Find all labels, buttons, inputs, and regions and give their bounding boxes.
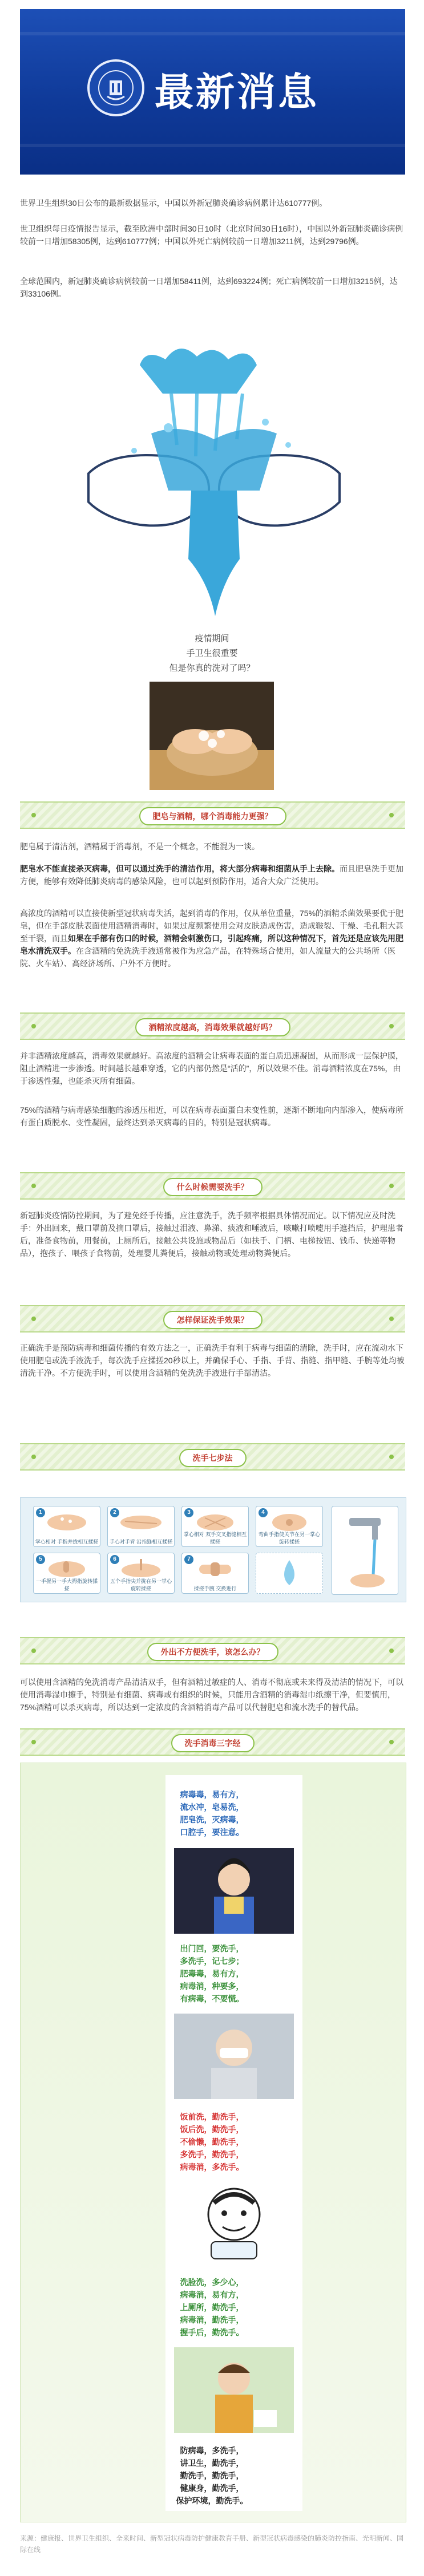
rhyme-image-2	[174, 2014, 294, 2099]
section-title: 外出不方便洗手，该怎么办？	[147, 1643, 278, 1661]
rhyme-image-1	[174, 1848, 294, 1934]
section-header-rhyme	[20, 1728, 405, 1756]
step-card: 4 弯曲手指使关节在另一掌心旋转揉搓	[256, 1506, 323, 1547]
caption-line-3: 但是你真的洗对了吗？	[169, 663, 255, 673]
rhyme-image-4	[174, 2347, 294, 2433]
rhyme-verse-4: 洗脸洗，多少心， 病毒消，易有方， 上厕所，勤洗手， 病毒消，勤洗手， 握手后，勤洗手。	[180, 2278, 244, 2337]
news-banner	[20, 9, 405, 175]
s6-paragraph-1: 可以使用含酒精的免洗消毒产品清洁双手，但有酒精过敏症的人、消毒不彻底或未来得及清洁的情况下，可以使用消毒湿巾擦手，特别是有细菌、病毒或有组织的时候，只能用含酒精的消毒湿巾纸擦干净，但要慎用，75%酒精可以杀灭病毒，所以达到一定浓度的含酒精消毒产品可以代替肥皂和流水洗手的替代品。	[20, 1678, 403, 1712]
s1-paragraph-2	[20, 862, 405, 888]
section-title: 肥皂与酒精，哪个消毒能力更强？	[139, 807, 286, 825]
intro-paragraph-2: 世卫组织每日疫情报告显示，截至欧洲中部时间30日10时（北京时间30日16时），中国以外新冠肺炎确诊病例较前一日增加58305例，达到610777例；中国以外死亡病例较前一日增加3211例，达到29796例。	[20, 224, 403, 246]
s1-paragraph-3-bold: 如果在手部有伤口的时候，酒精会刺激伤口，引起疼痛，所以这种情况下，首先还是应该先用肥皂水清洗双手。	[20, 934, 403, 955]
s1-paragraph-3-rest: 在含酒精的免洗洗手液通常被作为应急产品，在特殊场合使用，如人流量大的公共场所（医院、火车站）、高经济场所、户外不方便时。	[20, 946, 395, 968]
rhyme-verse-1: 病毒毒，易有方， 流水冲，皂易洗， 肥皂洗，灭病毒， 口腔手，要注意。	[180, 1790, 244, 1837]
intro-paragraph-3: 全球范围内，新冠肺炎确诊病例较前一日增加58411例，达到693224例；死亡病例较前一日增加3215例，达到33106例。	[20, 277, 398, 298]
s3-paragraph-1: 新冠肺炎疫情防控期间，为了避免经手传播，应注意洗手，洗手频率根据具体情况而定。以下情况应及时洗手：外出回来，戴口罩前及摘口罩后，接触过泪液、鼻涕、痰液和唾液后，咳嗽打喷嚏用手遮挡后，护理患者后，准备食物前，用餐前，上厕所后，接触公共设施或物品后（如扶手、门柄、电梯按钮、钱币、快递等物品），抱孩子、喂孩子食物前，处理婴儿粪便后，接触动物或处理动物粪便后。	[20, 1211, 403, 1258]
rhyme-verse-3: 饭前洗，勤洗手， 饭后洗，勤洗手， 不偷懒，勤洗手， 多洗手，勤洗手， 病毒消，多洗手。	[180, 2112, 244, 2172]
seven-steps-diagram	[20, 1497, 406, 1602]
hand-washing-photo	[150, 682, 274, 790]
caption-line-2: 手卫生很重要	[186, 649, 238, 658]
s1-paragraph-2-bold: 肥皂水不能直接杀灭病毒，但可以通过洗手的清洁作用，将大部分病毒和细菌从手上去除。	[20, 864, 340, 873]
organization-emblem-icon	[87, 59, 144, 116]
banner-title: 最新消息	[155, 70, 320, 115]
section-header-alcohol-concentration	[20, 1012, 405, 1040]
section-title: 酒精浓度越高，消毒效果就越好吗？	[135, 1018, 290, 1036]
step-card: 1 掌心相对 手指并拢相互揉搓	[33, 1506, 100, 1547]
rhyme-image-3	[185, 2180, 282, 2266]
rhyme-verse-2: 出门回，要洗手， 多洗手，记七步； 肥毒毒，易有方， 病毒消，种要多， 有病毒，不要慌。	[180, 1944, 244, 2003]
step-card: 6 五个手指尖并拢在另一掌心旋转揉搓	[107, 1553, 175, 1594]
section-header-seven-steps	[20, 1443, 405, 1471]
section-header-outdoor	[20, 1637, 405, 1664]
s2-paragraph-1: 并非酒精浓度越高，消毒效果就越好。高浓度的酒精会让病毒表面的蛋白质迅速凝固，从而形成一层保护膜，阻止酒精进一步渗透。时间越长越难穿透，它的内部仍然是“活的”，所以效果不佳。消毒酒精浓度在75%，由于渗透性强，也能杀灭所有细菌。	[20, 1051, 403, 1086]
intro-paragraph-1: 世界卫生组织30日公布的最新数据显示，中国以外新冠肺炎确诊病例累计达610777例。	[20, 199, 328, 208]
caption-line-1: 疫情期间	[195, 634, 229, 643]
step-card-extra	[256, 1553, 323, 1594]
step-card: 2 手心对手背 沿指缝相互揉搓	[107, 1506, 175, 1547]
section-title: 洗手七步法	[179, 1449, 247, 1467]
rhyme-verse-5: 防病毒，多洗手， 讲卫生，勤洗手， 勤洗手，勤洗手， 健康身，勤洗手， 保护环境，勤洗手。	[176, 2446, 248, 2505]
section-header-soap-vs-alcohol	[20, 801, 405, 829]
s4-paragraph-1: 正确洗手是预防病毒和细菌传播的有效方法之一，正确洗手有利于病毒与细菌的清除，洗手时，应在流动水下使用肥皂或洗手液洗手，每次洗手应揉搓20秒以上，并确保手心、手指、手背、指缝、指甲缝、手腕等处均被清洗干净。不方便洗手时，可以使用含酒精的免洗洗手液进行手部清洁。	[20, 1343, 405, 1378]
s1-paragraph-2-rest: 而且肥皂洗手更加方便，能够有效降低肺炎病毒的感染风险，也可以起到预防作用，适合大众广泛使用。	[20, 864, 403, 886]
step-card: 5 一手握另一手大拇指旋转揉搓	[33, 1553, 100, 1594]
step-card: 3 掌心相对 双手交叉指缝相互揉搓	[181, 1506, 249, 1547]
step-card: 7 揉搓手腕 交换进行	[181, 1553, 249, 1594]
section-header-when-to-wash	[20, 1172, 405, 1200]
source-footer: 来源：健康报、世界卫生组织、全来时间、新型冠状病毒防护健康教育手册、新型冠状病毒感染的肺炎防控指南、光明新闻、国际在线	[20, 2534, 404, 2554]
hand-washing-illustration	[66, 342, 362, 622]
s1-paragraph-3-a: 高浓度的酒精可以直接使新型冠状病毒失活，起到消毒的作用，仅从单位重量，75%的酒精杀菌效果要优于肥皂，但在手部皮肤表面使用酒精消毒时，如果过度频繁使用会对皮肤造成伤害，造成皲裂、干燥、毛孔粗大甚至干裂，而且	[20, 909, 404, 943]
tap-illustration	[332, 1506, 398, 1595]
section-title: 怎样保证洗手效果？	[163, 1311, 263, 1329]
s1-paragraph-1: 肥皂属于清洁剂，酒精属于消毒剂，不是一个概念，不能混为一谈。	[20, 842, 260, 851]
section-title: 什么时候需要洗手？	[163, 1178, 263, 1196]
s2-paragraph-2: 75%的酒精与病毒感染细胞的渗透压相近，可以在病毒表面蛋白未变性前，逐渐不断地向内部渗入，使病毒所有蛋白质脱水、变性凝固，最终达到杀灭病毒的目的，特别是冠状病毒。	[20, 1105, 404, 1127]
s1-paragraph-3	[20, 907, 405, 970]
section-header-washing-effect	[20, 1305, 405, 1332]
section-title: 洗手消毒三字经	[171, 1734, 255, 1752]
